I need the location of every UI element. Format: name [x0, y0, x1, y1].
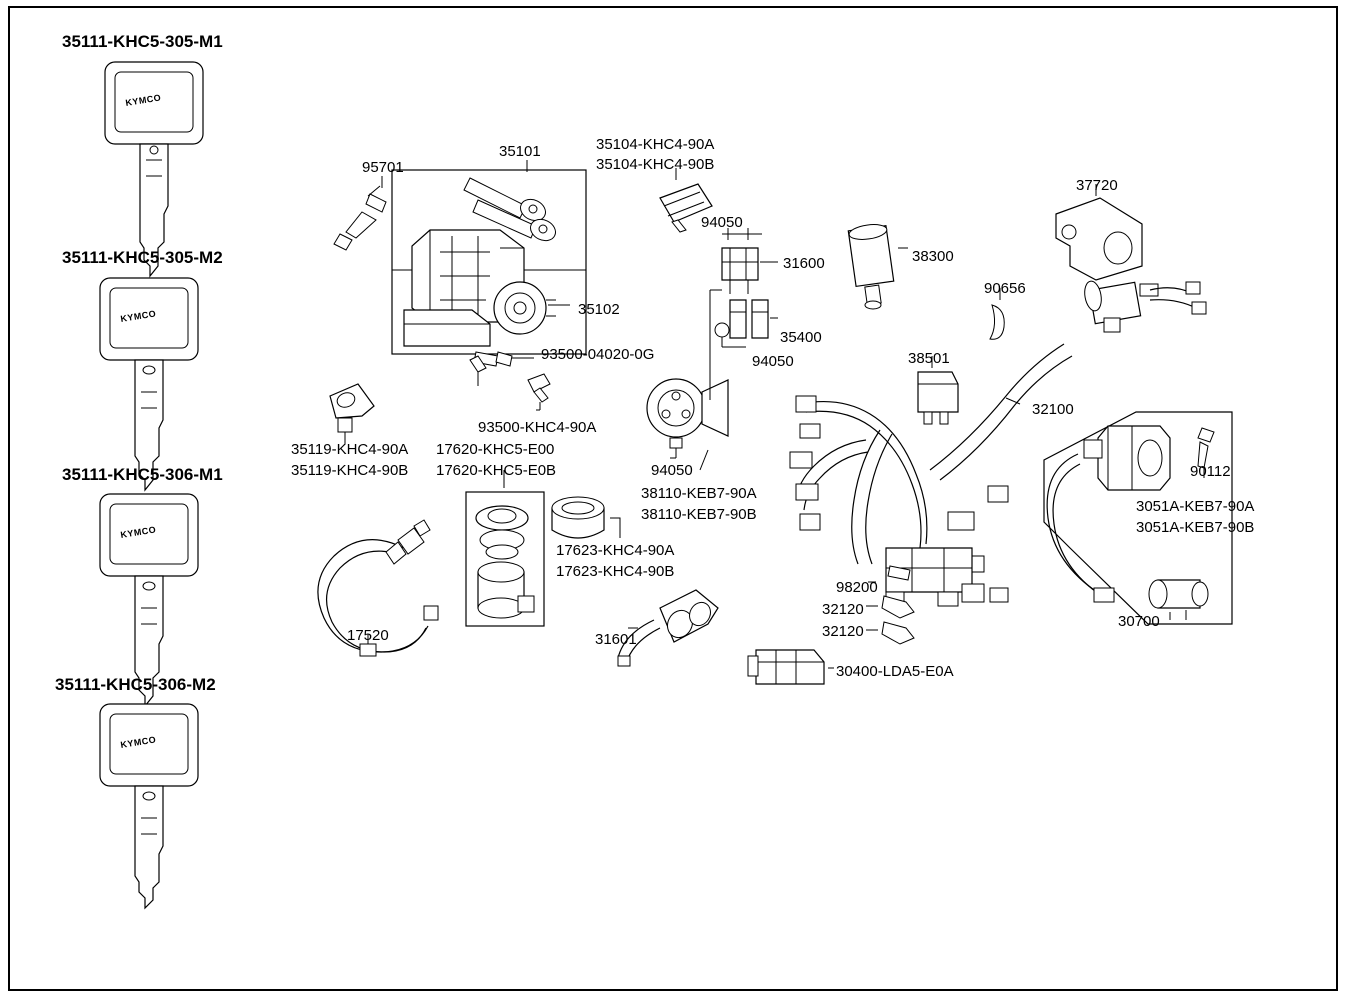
part-label-94050-bottom: 94050 — [752, 353, 794, 370]
part-label-32100: 32100 — [1032, 401, 1074, 418]
svg-text:KYMCO: KYMCO — [119, 734, 157, 750]
part-label-90656: 90656 — [984, 280, 1026, 297]
part-label-17620-b: 17620-KHC5-E0B — [436, 462, 557, 479]
part-label-93500-khc4: 93500-KHC4-90A — [478, 419, 597, 436]
part-label-32120-a: 32120 — [822, 601, 864, 618]
part-label-17520: 17520 — [347, 627, 389, 644]
connector-94050-top — [722, 228, 762, 294]
part-label-17620-a: 17620-KHC5-E00 — [436, 441, 555, 458]
regulator-30400 — [748, 650, 834, 684]
key-label-2: 35111-KHC5-305-M2 — [62, 248, 223, 267]
part-label-31601: 31601 — [595, 631, 637, 648]
part-label-32120-b: 32120 — [822, 623, 864, 640]
part-label-38300: 38300 — [912, 248, 954, 265]
part-label-35119-b: 35119-KHC4-90B — [291, 462, 409, 479]
part-label-93500-04020: 93500-04020-0G — [541, 346, 655, 363]
cap-ring-17623 — [552, 497, 620, 538]
horn-38110 — [647, 290, 728, 470]
part-label-35400: 35400 — [780, 329, 822, 346]
part-label-38110-b: 38110-KEB7-90B — [641, 506, 757, 523]
part-label-3051A-a: 3051A-KEB7-90A — [1136, 498, 1255, 515]
key-illustration-2 — [100, 278, 198, 490]
part-label-90112: 90112 — [1190, 463, 1231, 480]
clamp-35119 — [330, 384, 374, 444]
part-label-30700: 30700 — [1118, 613, 1160, 630]
svg-text:KYMCO: KYMCO — [119, 524, 157, 540]
bracket-37720 — [1056, 184, 1142, 280]
part-label-95701: 95701 — [362, 159, 404, 176]
key-label-3: 35111-KHC5-306-M1 — [62, 465, 223, 484]
screw-93500-KHC4 — [528, 374, 550, 410]
ignition-assembly-35101 — [392, 160, 586, 354]
part-label-94050-top: 94050 — [701, 214, 743, 231]
part-label-35101: 35101 — [499, 143, 541, 160]
part-label-38501: 38501 — [908, 350, 950, 367]
part-label-35104-b: 35104-KHC4-90B — [596, 156, 715, 173]
component-38300 — [848, 222, 908, 309]
part-label-35104-a: 35104-KHC4-90A — [596, 136, 715, 153]
part-label-30400: 30400-LDA5-E0A — [836, 663, 954, 680]
part-label-31600: 31600 — [783, 255, 825, 272]
part-label-38110-a: 38110-KEB7-90A — [641, 485, 757, 502]
svg-text:KYMCO: KYMCO — [124, 92, 162, 108]
part-label-17623-a: 17623-KHC4-90A — [556, 542, 675, 559]
part-label-35102: 35102 — [578, 301, 620, 318]
fuel-cap-17620 — [466, 470, 544, 626]
part-label-3051A-b: 3051A-KEB7-90B — [1136, 519, 1255, 536]
component-31601 — [618, 590, 718, 666]
screw-93500-04020 — [470, 352, 534, 386]
part-label-94050-c: 94050 — [651, 462, 693, 479]
part-label-98200: 98200 — [836, 579, 878, 596]
key-illustration-4 — [100, 704, 198, 908]
part-label-37720: 37720 — [1076, 177, 1118, 194]
part-label-17623-b: 17623-KHC4-90B — [556, 563, 675, 580]
fuse-35400 — [715, 300, 778, 347]
bolt-95701 — [334, 176, 386, 250]
key-label-4: 35111-KHC5-306-M2 — [55, 675, 216, 694]
part-label-35119-a: 35119-KHC4-90A — [291, 441, 409, 458]
svg-text:KYMCO: KYMCO — [119, 308, 157, 324]
key-label-1: 35111-KHC5-305-M1 — [62, 32, 223, 51]
key-illustration-1 — [105, 62, 203, 276]
